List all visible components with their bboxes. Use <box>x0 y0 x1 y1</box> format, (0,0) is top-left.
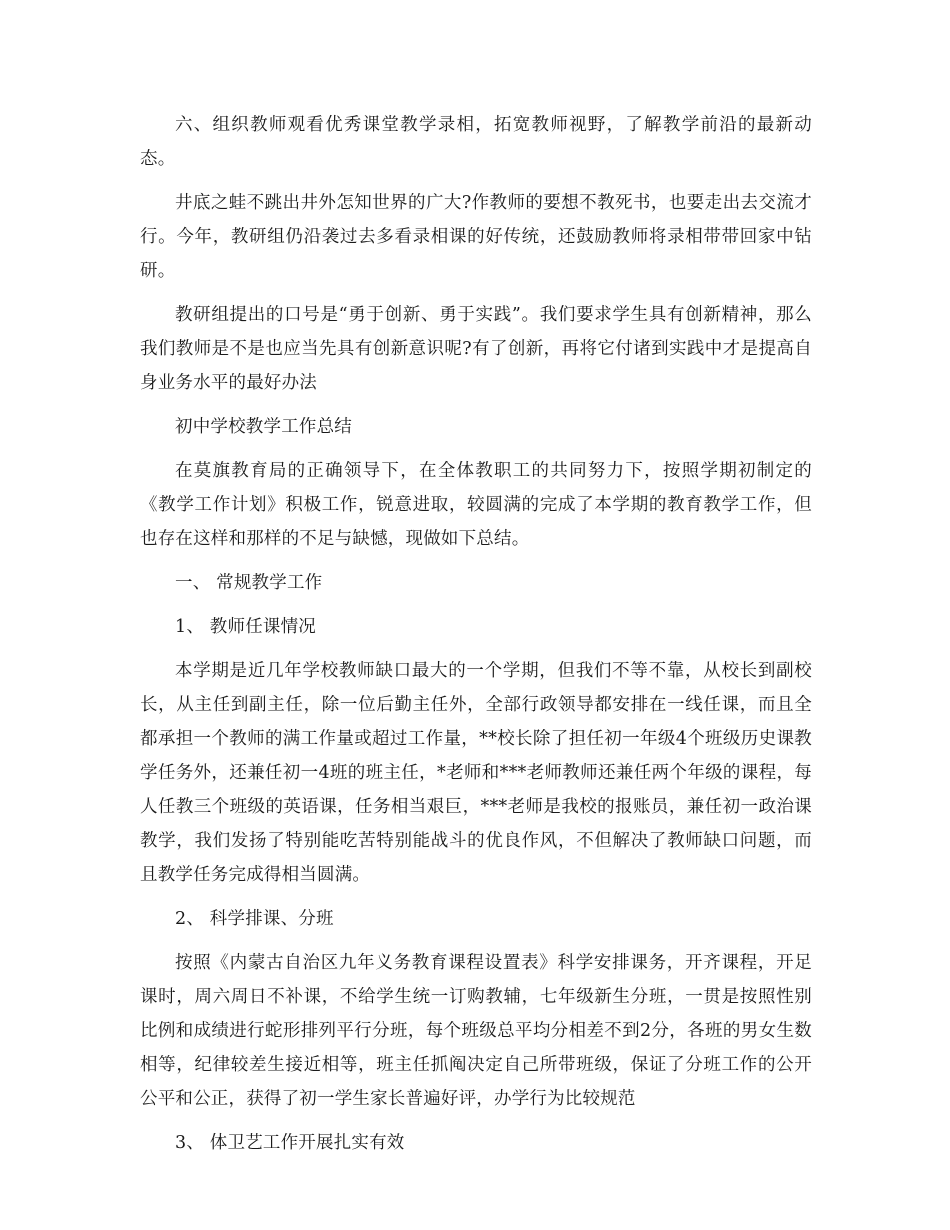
document-body <box>140 108 812 1160</box>
section-title: 初中学校教学工作总结 <box>175 417 352 437</box>
paragraph-scheduling: 按照《内蒙古自治区九年义务教育课程设置表》科学安排课务，开齐课程，开足课时，周六周日不补课，不给学生统一订购教辅，七年级新生分班，一贯是按照性别比例和成绩进行蛇形排列平行分班，每个班级总平均分相差不到2分，各班的男女生数相等，纪律较差生接近相等，班主任抓阄决定自己所带班级，保证了分班工作的公开公平和公正，获得了初一学生家长普遍好评，办学行为比较规范 <box>140 953 812 1109</box>
subheading-2: 2、 科学排课、分班 <box>175 909 334 929</box>
subheading-1: 1、 教师任课情况 <box>175 617 316 637</box>
paragraph-teachers: 本学期是近几年学校教师缺口最大的一个学期，但我们不等不靠，从校长到副校长，从主任到副主任，除一位后勤主任外，全部行政领导都安排在一线任课，而且全都承担一个教师的满工作量或超过工作量，**校长除了担任初一年级4个班级历史课教学任务外，还兼任初一4班的班主任，*老师和***老师教师还兼任两个年级的课程，每人任教三个班级的英语课，任务相当艰巨，***老师是我校的报账员，兼任初一政治课教学，我们发扬了特别能吃苦特别能战斗的优良作风，不但解决了教师缺口问题，而且教学任务完成得相当圆满。 <box>140 661 812 885</box>
paragraph-1: 六、组织教师观看优秀课堂教学录相，拓宽教师视野，了解教学前沿的最新动态。 <box>140 115 812 169</box>
subheading-3: 3、 体卫艺工作开展扎实有效 <box>175 1133 405 1153</box>
heading-1: 一、 常规教学工作 <box>175 573 323 593</box>
paragraph-3: 教研组提出的口号是“勇于创新、勇于实践”。我们要求学生具有创新精神，那么我们教师是不是也应当先具有创新意识呢?有了创新，再将它付诸到实践中才是提高自身业务水平的最好办法 <box>140 305 812 393</box>
paragraph-2: 井底之蛙不跳出井外怎知世界的广大?作教师的要想不教死书，也要走出去交流才行。今年，教研组仍沿袭过去多看录相课的好传统，还鼓励教师将录相带带回家中钻研。 <box>140 193 812 281</box>
paragraph-intro: 在莫旗教育局的正确领导下，在全体教职工的共同努力下，按照学期初制定的《教学工作计划》积极工作，锐意进取，较圆满的完成了本学期的教育教学工作，但也存在这样和那样的不足与缺憾，现做如下总结。 <box>140 461 812 549</box>
